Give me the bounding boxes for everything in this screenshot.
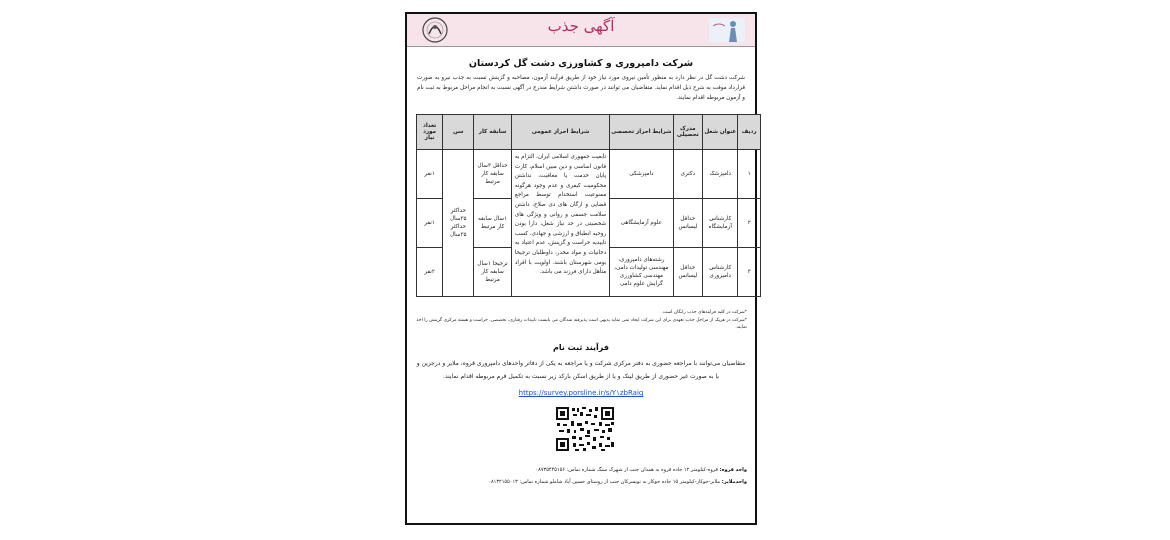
cell-title: دامپزشک [703, 150, 738, 199]
address-line [415, 476, 747, 488]
cell-row: ۲ [738, 199, 761, 248]
address-label: واحد قروه: [719, 467, 747, 473]
table-row [417, 150, 761, 199]
ad-banner [407, 14, 755, 47]
notes-block [415, 309, 747, 332]
registration-process-title: فرآیند ثبت نام [552, 343, 610, 352]
note-line: *شرکت در هریک از مراحل جذب تعهدی برای این شرکت ایجاد نمی نماید بدیهی است پذیرفته شدگان می بایست تاییدات رفتاری، تخصصی، حراست و هسته مرکزی گزینش را اخذ نمایند. [416, 317, 747, 330]
cell-general-conditions: تابعیت جمهوری اسلامی ایران، التزام به قانون اساسی و دین مبین اسلام، کارت پایان خدمت یا معافیت، نداشتن محکومیت کیفری و عدم وجود هرگونه ممنوعیت استخدام توسط مراجع قضایی و ارگان های ذی صلاح، داشتن سلامت جسمی و روانی و ویژگی های شخصیتی در حد نیاز شغل، دارا بودن روحیه انطباق و ارزشی و جهادی، کسب تاییدیه حراست و گزینش، عدم اعتیاد به دخانیات و مواد مخدر، داوطلبان ترجیحا بومی شهرستان باشند. اولویت با افراد متأهل دارای فرزند می باشد. [511, 150, 609, 297]
col-general: شرایط احراز عمومی [511, 115, 609, 150]
address-line [415, 464, 747, 476]
cell-degree: حداقل لیسانس [673, 199, 703, 248]
banner-title: آگهی جذب [547, 17, 615, 35]
col-row: ردیف [738, 115, 761, 150]
cell-row: ۳ [738, 248, 761, 297]
cell-title: کارشناس آزمایشگاه [703, 199, 738, 248]
table-header-row [417, 115, 761, 150]
cell-experience: حداقل ۳سال سابقه کار مرتبط [474, 150, 512, 199]
address-text: ملایر-جوکار-کیلومتر ۱۵ جاده جوکار به تویسرکان جنب از روستای حسین آباد شاملو شماره تماس: ۰۸۱۳۲۱۵۵۰۱۳ [488, 479, 721, 485]
note-line: *شرکت در کلیه فرایندهای جذب رایگان است. [661, 310, 747, 315]
cell-special: دامپزشکی [610, 150, 673, 199]
jobs-table [416, 114, 761, 297]
cell-degree: دکتری [673, 150, 703, 199]
cell-count: ۲نفر [417, 248, 443, 297]
cell-experience: ۱سال سابقه کار مرتبط [474, 199, 512, 248]
col-title: عنوان شغل [703, 115, 738, 150]
address-text: قروه-کیلومتر ۱۲ جاده قروه به همدان جنب از شهرک سنگ شماره تماس: ۰۸۷۳۵۴۴۵۱۵۶ [535, 467, 718, 473]
cell-experience: ترجیحا ۱سال سابقه کار مرتبط [474, 248, 512, 297]
col-special: شرایط احراز تخصصی [610, 115, 673, 150]
cell-age: حداکثر ۳۵سال حداکثر ۳۵سال [443, 150, 474, 297]
address-label: واحدملایر: [721, 479, 747, 485]
qr-code-icon[interactable] [555, 406, 615, 452]
company-title: شرکت دامپروری و کشاورزی دشت گل کردستان [468, 58, 694, 69]
cell-special: رشته‌های دامپروری، مهندسی تولیدات دامی، مهندسی کشاورزی گرایش علوم دامی [610, 248, 673, 297]
col-age: سن [443, 115, 474, 150]
addresses-block [415, 464, 747, 488]
col-degree: مدرک تحصیلی [673, 115, 703, 150]
registration-link[interactable]: https://survey.porsline.ir/s/Y۱zbRaiq [518, 389, 644, 397]
cell-row: ۱ [738, 150, 761, 199]
col-count: تعداد مورد نیاز [417, 115, 443, 150]
cell-degree: حداقل لیسانس [673, 248, 703, 297]
registration-process-text: متقاضیان می‌توانند با مراجعه حضوری به دفتر مرکزی شرکت و یا مراجعه به یکی از دفاتر واحدهای دامپروری قروه، ملایر و درجزین و یا به صورت غیر حضوری از طریق لینک و یا از طریق اسکن بارکد زیر نسبت به تکمیل فرم مربوطه اقدام نمایند. [416, 360, 746, 380]
intro-paragraph: شرکت دشت گل در نظر دارد به منظور تأمین نیروی مورد نیاز خود از طریق فرآیند آزمون، مصاحبه و گزینش نسبت به جذب نیرو به صورت قرارداد موقت به شرح ذیل اقدام نماید. متقاضیان می توانند در صورت داشتن شرایط مندرج در آگهی نسبت به انجام مراحل مربوط به ثبت نام و آزمون مربوطه اقدام نمایند. [417, 75, 745, 101]
col-experience: سابقه کار [474, 115, 512, 150]
cell-title: کارشناس دامپروری [703, 248, 738, 297]
cell-count: ۱نفر [417, 199, 443, 248]
ad-sheet [405, 12, 757, 525]
cell-count: ۱نفر [417, 150, 443, 199]
cell-special: علوم آزمایشگاهی [610, 199, 673, 248]
recruitment-figure-logo [707, 16, 747, 44]
